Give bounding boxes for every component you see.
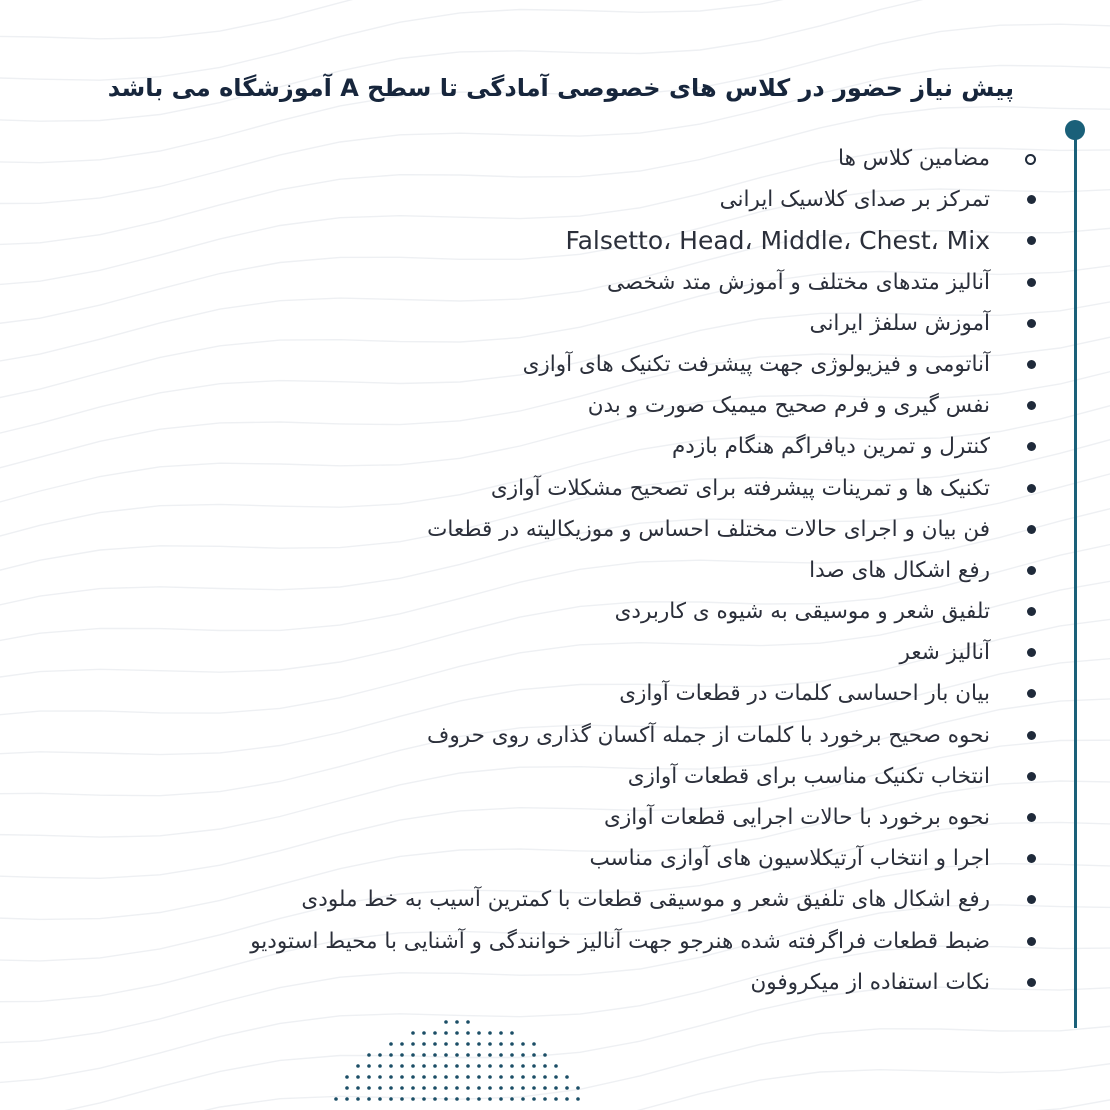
list-item	[82, 509, 1042, 550]
list-item	[82, 262, 1042, 303]
list-item-text: رفع اشکال های صدا	[809, 557, 990, 583]
list-item-text: اجرا و انتخاب آرتیکلاسیون های آوازی مناسب	[589, 846, 990, 872]
bullet-icon	[1027, 278, 1036, 287]
bullet-icon	[1027, 772, 1036, 781]
list-item	[82, 797, 1042, 838]
list-item	[82, 715, 1042, 756]
list-item-text: آنالیز متدهای مختلف و آموزش متد شخصی	[606, 269, 990, 295]
list-item	[82, 591, 1042, 632]
list-item	[82, 838, 1042, 879]
list-item	[82, 468, 1042, 509]
list-item	[82, 220, 1042, 261]
bullet-icon	[1027, 895, 1036, 904]
list-item-text: نحوه صحیح برخورد با کلمات از جمله آکسان گذاری روی حروف	[427, 722, 990, 748]
bullet-icon	[1027, 566, 1036, 575]
bullet-icon	[1027, 195, 1036, 204]
list-item	[82, 921, 1042, 962]
bullet-icon	[1027, 978, 1036, 987]
list-item-text: آناتومی و فیزیولوژی جهت پیشرفت تکنیک های آوازی	[522, 351, 990, 377]
bullet-icon	[1027, 937, 1036, 946]
bullet-icon	[1027, 813, 1036, 822]
list-item-text: نحوه برخورد با حالات اجرایی قطعات آوازی	[604, 805, 990, 830]
list-item	[82, 385, 1042, 426]
list-item	[82, 179, 1042, 220]
list-item	[82, 879, 1042, 920]
list-item-text: نفس گیری و فرم صحیح میمیک صورت و بدن	[587, 393, 990, 419]
decorative-dot-pattern	[310, 1016, 610, 1110]
list-item-text: تمرکز بر صدای کلاسیک ایرانی	[719, 187, 990, 213]
bullet-icon	[1027, 484, 1036, 493]
list-item	[82, 550, 1042, 591]
list-item	[82, 344, 1042, 385]
hollow-bullet-icon	[1025, 154, 1036, 165]
bullet-icon	[1027, 607, 1036, 616]
list-item	[82, 673, 1042, 714]
page-title: پیش نیاز حضور در کلاس های خصوصی آمادگی تا سطح A آموزشگاه می باشد	[107, 74, 1014, 102]
bullet-icon	[1027, 236, 1036, 245]
bullet-icon	[1027, 319, 1036, 328]
list-item-text: کنترل و تمرین دیافراگم هنگام بازدم	[671, 434, 990, 460]
content-list	[82, 138, 1042, 1003]
list-item-text: مضامین کلاس ها	[838, 146, 990, 171]
list-item-text: تکنیک ها و تمرینات پیشرفته برای تصحیح مشکلات آوازی	[490, 475, 990, 501]
list-item	[82, 426, 1042, 467]
list-item-text: ضبط قطعات فراگرفته شده هنرجو جهت آنالیز خوانندگی و آشنایی با محیط استودیو	[250, 928, 990, 954]
list-item-text: آنالیز شعر	[899, 640, 990, 666]
list-item-text: آموزش سلفژ ایرانی	[809, 310, 990, 336]
bullet-icon	[1027, 854, 1036, 863]
bullet-icon	[1027, 525, 1036, 534]
list-item	[82, 138, 1042, 179]
bullet-icon	[1027, 689, 1036, 698]
bullet-icon	[1027, 401, 1036, 410]
list-item-text: تلفیق شعر و موسیقی به شیوه ی کاربردی	[614, 599, 990, 625]
list-item	[82, 303, 1042, 344]
list-item-text: رفع اشکال های تلفیق شعر و موسیقی قطعات با کمترین آسیب به خط ملودی	[301, 887, 990, 913]
timeline-dot	[1065, 120, 1085, 140]
bullet-icon	[1027, 442, 1036, 451]
list-item	[82, 962, 1042, 1003]
bullet-icon	[1027, 731, 1036, 740]
list-item-text: Falsetto، Head، Middle، Chest، Mix	[565, 226, 990, 256]
list-item-text: نکات استفاده از میکروفون	[750, 969, 990, 995]
bullet-icon	[1027, 360, 1036, 369]
list-item	[82, 632, 1042, 673]
timeline-line	[1074, 130, 1077, 1028]
list-item-text: انتخاب تکنیک مناسب برای قطعات آوازی	[627, 763, 990, 789]
list-item-text: فن بیان و اجرای حالات مختلف احساس و موزیکالیته در قطعات	[427, 516, 990, 542]
bullet-icon	[1027, 648, 1036, 657]
list-item-text: بیان بار احساسی کلمات در قطعات آوازی	[619, 681, 990, 707]
list-item	[82, 756, 1042, 797]
